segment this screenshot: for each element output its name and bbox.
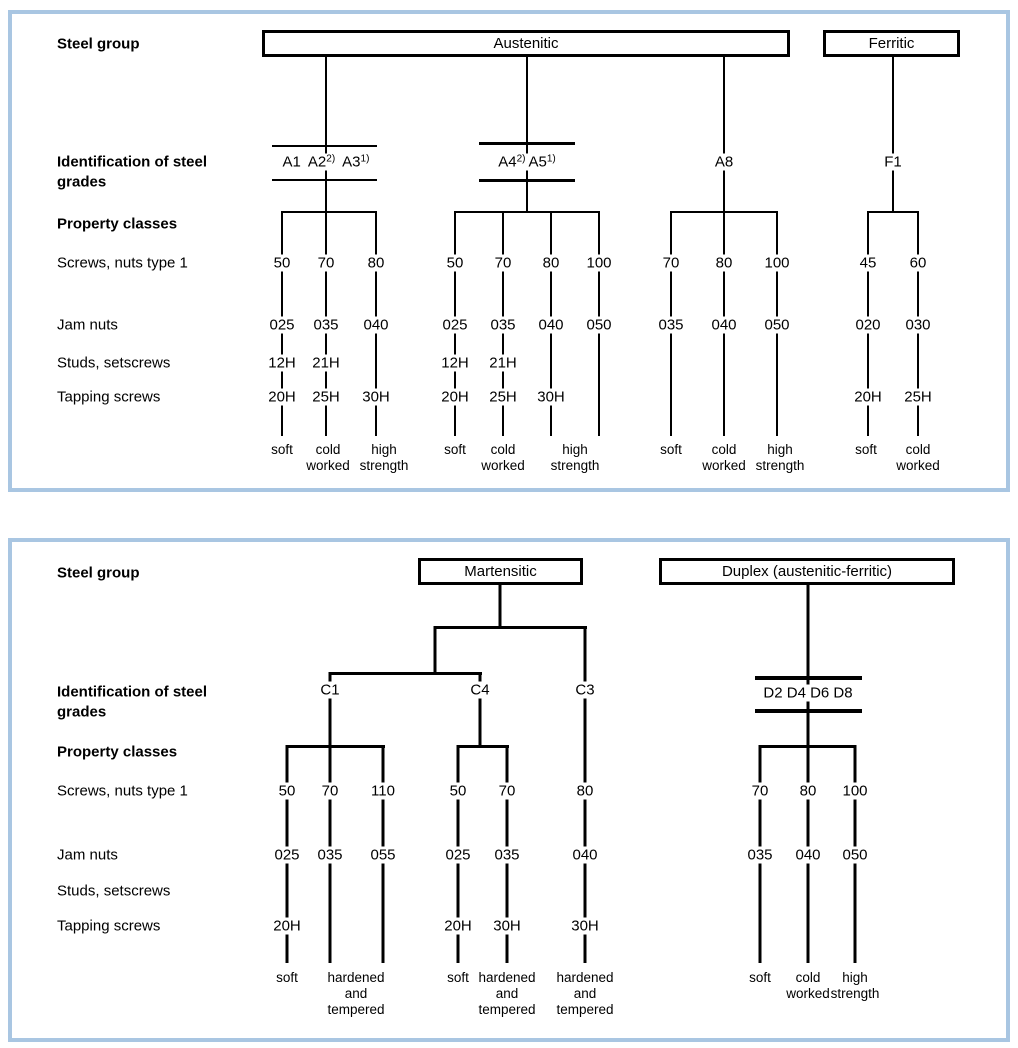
property-class-value: 20H xyxy=(270,918,304,935)
grade-label-a8 xyxy=(711,154,737,171)
property-class-value: 20H xyxy=(438,389,472,406)
property-class-value: 50 xyxy=(276,783,299,800)
property-class-value: 050 xyxy=(583,317,614,334)
steel-group-box-ferritic xyxy=(823,30,960,57)
property-class-value: 035 xyxy=(310,317,341,334)
grade-underline xyxy=(755,709,862,713)
row-label-identification-line2: grades xyxy=(57,173,107,191)
grade-label-a1-a2-a3 xyxy=(279,154,374,171)
column-line xyxy=(329,672,332,963)
property-class-value: 040 xyxy=(569,847,600,864)
condition-label: hardened and tempered xyxy=(556,970,614,1017)
property-class-value: 30H xyxy=(568,918,602,935)
condition-label: soft xyxy=(749,970,771,985)
grade-name: A2 xyxy=(307,153,327,171)
property-class-value: 050 xyxy=(761,317,792,334)
grade: C3 xyxy=(575,681,595,699)
property-class-value: 12H xyxy=(265,355,299,372)
row-label-identification-line2: grades xyxy=(57,703,107,721)
property-class-value: 035 xyxy=(487,317,518,334)
grade xyxy=(342,154,369,171)
property-class-value: 100 xyxy=(839,783,870,800)
row-label-steel-group: Steel group xyxy=(57,564,140,582)
property-class-value: 70 xyxy=(315,255,338,272)
condition-label: high strength xyxy=(359,442,409,473)
property-class-value: 035 xyxy=(314,847,345,864)
property-class-value: 70 xyxy=(660,255,683,272)
grade-footnote: 2) xyxy=(516,153,526,165)
condition-label: soft xyxy=(660,442,682,457)
property-class-value: 100 xyxy=(761,255,792,272)
tree-line xyxy=(892,56,894,211)
grade-label-a4-a5 xyxy=(494,154,560,171)
property-class-value: 20H xyxy=(851,389,885,406)
property-class-value: 025 xyxy=(266,317,297,334)
row-label-property-classes: Property classes xyxy=(57,215,178,233)
bracket-line xyxy=(457,745,509,748)
property-class-value: 25H xyxy=(309,389,343,406)
property-class-value: 030 xyxy=(902,317,933,334)
grade-overline xyxy=(479,142,575,145)
property-class-value: 055 xyxy=(367,847,398,864)
grade: F1 xyxy=(884,153,902,171)
tree-line xyxy=(526,56,528,211)
grade-underline xyxy=(479,179,575,182)
grade-footnote: 2) xyxy=(326,153,336,165)
tree-line xyxy=(434,626,437,672)
condition-label: soft xyxy=(855,442,877,457)
grade: D2 D4 D6 D8 xyxy=(763,684,853,702)
property-class-value: 80 xyxy=(365,255,388,272)
property-class-value: 050 xyxy=(839,847,870,864)
property-class-value: 035 xyxy=(655,317,686,334)
property-class-value: 70 xyxy=(492,255,515,272)
row-label-jam-nuts: Jam nuts xyxy=(57,316,118,334)
condition-label: high strength xyxy=(830,970,880,1001)
row-label-tapping: Tapping screws xyxy=(57,917,161,935)
bracket-line xyxy=(434,626,587,629)
row-label-property-classes: Property classes xyxy=(57,743,178,761)
grade-footnote: 1) xyxy=(546,153,556,165)
condition-label: soft xyxy=(276,970,298,985)
property-class-value: 30H xyxy=(359,389,393,406)
grade-name: A3 xyxy=(342,153,361,171)
condition-label: high strength xyxy=(550,442,600,473)
bracket-line xyxy=(868,211,919,213)
property-class-value: 70 xyxy=(749,783,772,800)
bracket-line xyxy=(455,211,600,213)
condition-label: high strength xyxy=(755,442,805,473)
grade: A8 xyxy=(714,153,734,171)
steel-group-box-martensitic xyxy=(418,558,583,585)
property-class-value: 50 xyxy=(444,255,467,272)
property-class-value: 040 xyxy=(535,317,566,334)
property-class-value: 025 xyxy=(439,317,470,334)
grade-label-f1 xyxy=(880,154,906,171)
bracket-line xyxy=(759,745,856,748)
condition-label: cold worked xyxy=(896,442,940,473)
grade: C4 xyxy=(470,681,490,699)
grade-overline xyxy=(272,145,377,147)
steel-group-box-austenitic xyxy=(262,30,790,57)
condition-label: cold worked xyxy=(306,442,350,473)
property-class-value: 30H xyxy=(490,918,524,935)
lower-panel xyxy=(8,538,1010,1042)
property-class-value: 12H xyxy=(438,355,472,372)
grade-label-d2-d4-d6-d8 xyxy=(759,685,856,702)
tree-line xyxy=(499,585,502,626)
property-class-value: 20H xyxy=(441,918,475,935)
condition-label: soft xyxy=(271,442,293,457)
grade xyxy=(498,154,525,171)
condition-label: soft xyxy=(447,970,469,985)
steel-group-box-label: Austenitic xyxy=(493,35,559,52)
condition-label: cold worked xyxy=(786,970,830,1001)
grade-name: A4 xyxy=(498,153,517,171)
property-class-value: 21H xyxy=(309,355,343,372)
condition-label: cold worked xyxy=(481,442,525,473)
grade-footnote: 1) xyxy=(360,153,370,165)
condition-label: hardened and tempered xyxy=(478,970,536,1017)
property-class-value: 80 xyxy=(540,255,563,272)
grade-label-c3 xyxy=(571,682,598,699)
row-label-identification-line1: Identification of steel xyxy=(57,153,208,171)
row-label-studs: Studs, setscrews xyxy=(57,882,171,900)
property-class-value: 040 xyxy=(708,317,739,334)
property-class-value: 020 xyxy=(852,317,883,334)
condition-label: soft xyxy=(444,442,466,457)
property-class-value: 035 xyxy=(491,847,522,864)
property-class-value: 70 xyxy=(319,783,342,800)
property-class-value: 100 xyxy=(583,255,614,272)
property-class-value: 30H xyxy=(534,389,568,406)
grade xyxy=(308,154,335,171)
property-class-value: 110 xyxy=(368,783,398,800)
grade-label-c4 xyxy=(466,682,493,699)
property-class-value: 80 xyxy=(713,255,736,272)
property-class-value: 60 xyxy=(907,255,930,272)
row-label-identification-line1: Identification of steel xyxy=(57,683,208,701)
row-label-studs: Studs, setscrews xyxy=(57,354,171,372)
bracket-line xyxy=(286,745,385,748)
property-class-value: 70 xyxy=(496,783,519,800)
steel-group-box-label: Ferritic xyxy=(868,35,915,52)
steel-group-box-duplex xyxy=(659,558,955,585)
grade-underline xyxy=(272,179,377,181)
steel-group-box-label: Martensitic xyxy=(464,563,537,580)
property-class-value: 21H xyxy=(486,355,520,372)
row-label-screws: Screws, nuts type 1 xyxy=(57,782,188,800)
property-class-value: 50 xyxy=(271,255,294,272)
condition-label: cold worked xyxy=(702,442,746,473)
grade: A1 xyxy=(282,153,301,171)
property-class-value: 025 xyxy=(271,847,302,864)
bracket-line xyxy=(329,672,482,675)
property-class-value: 035 xyxy=(744,847,775,864)
row-label-steel-group: Steel group xyxy=(57,35,140,53)
column-line xyxy=(807,583,810,963)
steel-group-box-label: Duplex (austenitic-ferritic) xyxy=(721,563,893,580)
bracket-line xyxy=(282,211,377,213)
grade-overline xyxy=(755,676,862,680)
grade: C1 xyxy=(320,681,340,699)
property-class-value: 80 xyxy=(574,783,597,800)
property-class-value: 50 xyxy=(447,783,470,800)
property-class-value: 040 xyxy=(792,847,823,864)
property-class-value: 025 xyxy=(442,847,473,864)
row-label-screws: Screws, nuts type 1 xyxy=(57,254,188,272)
tree-line xyxy=(723,56,725,211)
row-label-tapping: Tapping screws xyxy=(57,388,161,406)
grade xyxy=(529,154,556,171)
row-label-jam-nuts: Jam nuts xyxy=(57,846,118,864)
property-class-value: 25H xyxy=(486,389,520,406)
grade-label-c1 xyxy=(316,682,343,699)
property-class-value: 80 xyxy=(797,783,820,800)
property-class-value: 20H xyxy=(265,389,299,406)
grade-name: A5 xyxy=(528,153,547,171)
condition-label: hardened and tempered xyxy=(327,970,385,1017)
property-class-value: 25H xyxy=(901,389,935,406)
tree-line xyxy=(325,56,327,211)
upper-panel xyxy=(8,10,1010,492)
property-class-value: 45 xyxy=(857,255,880,272)
property-class-value: 040 xyxy=(360,317,391,334)
